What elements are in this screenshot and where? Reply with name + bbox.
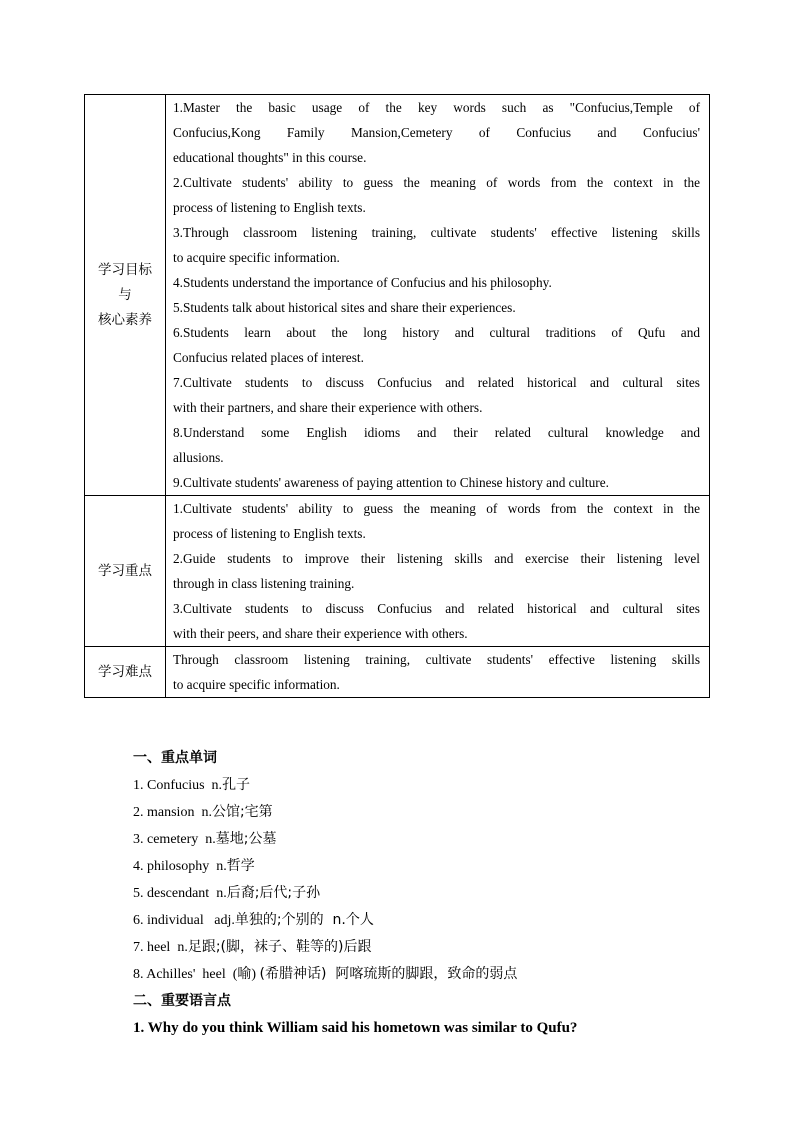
- vocab-chinese: 哲学: [226, 858, 255, 874]
- vocab-item: [133, 907, 577, 934]
- vocab-chinese: 足跟;(脚，袜子、鞋等的)后跟: [187, 939, 372, 955]
- vocabulary-heading: 一、重点单词: [133, 750, 217, 766]
- vocabulary-list: [133, 772, 577, 988]
- content-line: 2.Cultivate students' ability to guess the meaning of words from the context in the: [173, 175, 700, 190]
- content-line: with their peers, and share their experience with others.: [173, 626, 468, 641]
- vocab-chinese: 孔子: [222, 777, 251, 793]
- content-line: 2.Guide students to improve their listening skills and exercise their listening level: [173, 551, 700, 566]
- content-line: Confucius,Kong Family Mansion,Cemetery of Confucius and Confucius': [173, 125, 700, 140]
- content-line: 8.Understand some English idioms and their related cultural knowledge and: [173, 425, 700, 440]
- row-label-line: 学习目标: [98, 261, 152, 278]
- content-line: 5.Students talk about historical sites and share their experiences.: [173, 300, 516, 315]
- vocab-item: [133, 961, 577, 988]
- content-line: 4.Students understand the importance of Confucius and his philosophy.: [173, 275, 552, 290]
- vocab-chinese: (希腊神话) 阿喀琉斯的脚跟，致命的弱点: [259, 966, 518, 982]
- content-line: to acquire specific information.: [173, 250, 340, 265]
- vocab-item: [133, 772, 577, 799]
- content-line: 1.Cultivate students' ability to guess the meaning of words from the context in the: [173, 501, 700, 516]
- vocab-chinese: 单独的;个别的 n.个人: [234, 912, 374, 928]
- row-content: [166, 647, 710, 698]
- content-line: educational thoughts" in this course.: [173, 150, 367, 165]
- vocab-item: [133, 934, 577, 961]
- vocab-english: 6. individual adj.: [133, 913, 235, 928]
- vocab-english: 7. heel n.: [133, 940, 188, 955]
- row-label: [85, 647, 166, 698]
- table-row: [85, 496, 710, 647]
- language-points-heading: 二、重要语言点: [133, 993, 231, 1009]
- row-label-line: 核心素养: [98, 311, 152, 328]
- content-line: 6.Students learn about the long history and cultural traditions of Qufu and: [173, 325, 700, 340]
- content-line: 9.Cultivate students' awareness of paying attention to Chinese history and culture.: [173, 475, 609, 490]
- content-line: Confucius related places of interest.: [173, 350, 364, 365]
- content-line: Through classroom listening training, cultivate students' effective listening skills: [173, 652, 700, 667]
- question-1: 1. Why do you think William said his hometown was similar to Qufu?: [133, 1020, 578, 1036]
- vocab-english: 4. philosophy n.: [133, 859, 227, 874]
- vocab-english: 3. cemetery n.: [133, 832, 216, 847]
- vocab-item: [133, 853, 577, 880]
- vocab-english: 8. Achilles' heel (喻): [133, 967, 260, 982]
- vocab-item: [133, 826, 577, 853]
- table-row: [85, 95, 710, 496]
- table-row: [85, 647, 710, 698]
- vocabulary-section: [133, 745, 577, 1042]
- content-line: through in class listening training.: [173, 576, 355, 591]
- row-label-line: 与: [118, 286, 132, 303]
- learning-goals-table: [84, 94, 710, 698]
- content-line: 3.Cultivate students to discuss Confucius and related historical and cultural sites: [173, 601, 700, 616]
- content-line: 3.Through classroom listening training, cultivate students' effective listening skills: [173, 225, 700, 240]
- vocab-english: 1. Confucius n.: [133, 778, 223, 793]
- vocab-english: 2. mansion n.: [133, 805, 212, 820]
- row-label-line: 学习重点: [98, 562, 152, 579]
- row-content: [166, 496, 710, 647]
- row-content: [166, 95, 710, 496]
- vocab-chinese: 墓地;公墓: [215, 831, 277, 847]
- vocab-chinese: 后裔;后代;子孙: [226, 885, 321, 901]
- content-line: process of listening to English texts.: [173, 200, 366, 215]
- vocab-item: [133, 880, 577, 907]
- content-line: with their partners, and share their experience with others.: [173, 400, 483, 415]
- content-line: to acquire specific information.: [173, 677, 340, 692]
- content-line: 1.Master the basic usage of the key words such as "Confucius,Temple of: [173, 100, 700, 115]
- content-line: allusions.: [173, 450, 224, 465]
- vocab-english: 5. descendant n.: [133, 886, 227, 901]
- row-label: [85, 95, 166, 496]
- content-line: process of listening to English texts.: [173, 526, 366, 541]
- row-label-line: 学习难点: [98, 663, 152, 680]
- content-line: 7.Cultivate students to discuss Confucius and related historical and cultural sites: [173, 375, 700, 390]
- vocab-chinese: 公馆;宅第: [211, 804, 273, 820]
- row-label: [85, 496, 166, 647]
- vocab-item: [133, 799, 577, 826]
